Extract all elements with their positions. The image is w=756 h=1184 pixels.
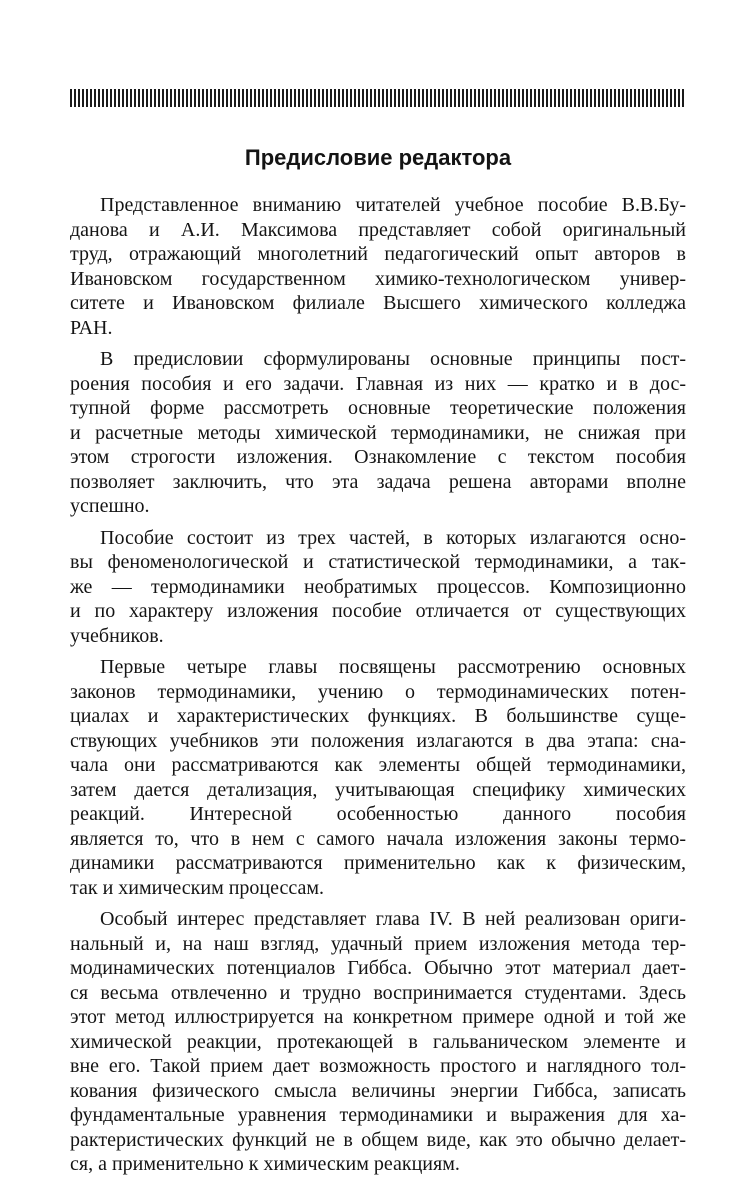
text-line: Ивановском государственном химико-технологическом универ-	[70, 267, 686, 290]
text-line: успешно.	[70, 495, 150, 517]
text-line: вы феноменологической и статистической термодинамики, а так-	[70, 551, 686, 573]
text-line: динамики рассматриваются применительно как к физическим,	[70, 852, 686, 874]
text-line: и по характеру изложения пособие отличается от существующих	[70, 600, 686, 622]
text-line: же — термодинамики необратимых процессов. Композиционно	[70, 575, 686, 598]
paragraph	[70, 193, 686, 340]
text-line: ствующих учебников эти положения излагаются в два этапа: сна-	[70, 729, 686, 752]
text-line: тупной форме рассмотреть основные теоретические положения	[70, 397, 686, 419]
text-line: чала они рассматриваются как элементы общей термодинамики,	[70, 754, 686, 776]
header-decorative-rule	[70, 89, 686, 107]
text-line: так и химическим процессам.	[70, 876, 325, 899]
text-line: модинамических потенциалов Гиббса. Обычно этот материал дает-	[70, 957, 686, 979]
paragraph	[70, 347, 686, 519]
text-line: ситете и Ивановском филиале Высшего химического колледжа	[70, 292, 686, 314]
text-line: законов термодинамики, учению о термодинамических потен-	[70, 680, 686, 703]
paragraph	[70, 907, 686, 1177]
text-line: этот метод иллюстрируется на конкретном примере одной и той же	[70, 1006, 686, 1028]
text-line: циалах и характеристических функциях. В большинстве суще-	[70, 705, 686, 727]
body-text	[70, 193, 686, 1184]
text-line: РАН.	[70, 316, 113, 339]
text-line: Первые четыре главы посвящены рассмотрению основных	[100, 656, 686, 678]
text-line: химической реакции, протекающей в гальваническом элементе и	[70, 1030, 686, 1053]
text-line: реакций. Интересной особенностью данного пособия	[70, 803, 686, 825]
text-line: роения пособия и его задачи. Главная из них — кратко и в дос-	[70, 372, 686, 395]
text-line: и расчетные методы химической термодинамики, не снижая при	[70, 421, 686, 444]
text-line: Представленное вниманию читателей учебное пособие В.В.Бу-	[100, 194, 686, 216]
text-line: учебников.	[70, 624, 164, 647]
text-line: затем дается детализация, учитывающая специфику химических	[70, 778, 686, 801]
text-line: Пособие состоит из трех частей, в которых излагаются осно-	[100, 526, 686, 549]
text-line: Особый интерес представляет глава IV. В ней реализован ориги-	[100, 908, 686, 930]
text-line: вне его. Такой прием дает возможность простого и наглядного тол-	[70, 1055, 686, 1077]
text-line: этом строгости изложения. Ознакомление с текстом пособия	[70, 446, 686, 468]
text-line: нальный и, на наш взгляд, удачный прием изложения метода тер-	[70, 932, 686, 955]
text-line: данова и А.И. Максимова представляет собой оригинальный	[70, 218, 686, 241]
text-line: фундаментальные уравнения термодинамики и выражения для ха-	[70, 1104, 686, 1126]
page-title: Предисловие редактора	[244, 145, 512, 170]
text-line: ся, а применительно к химическим реакциям.	[70, 1153, 460, 1175]
text-line: труд, отражающий многолетний педагогический опыт авторов в	[70, 243, 686, 265]
text-line: В предисловии сформулированы основные принципы пост-	[100, 348, 686, 370]
paragraph	[70, 655, 686, 900]
text-line: позволяет заключить, что эта задача решена авторами вполне	[70, 470, 686, 493]
text-line: рактеристических функций не в общем виде, как это обычно делает-	[70, 1128, 686, 1151]
paragraph	[70, 526, 686, 649]
text-line: кования физического смысла величины энергии Гиббса, записать	[70, 1079, 686, 1102]
text-line: является то, что в нем с самого начала изложения законы термо-	[70, 827, 686, 850]
text-line: ся весьма отвлеченно и трудно воспринимается студентами. Здесь	[70, 981, 686, 1004]
